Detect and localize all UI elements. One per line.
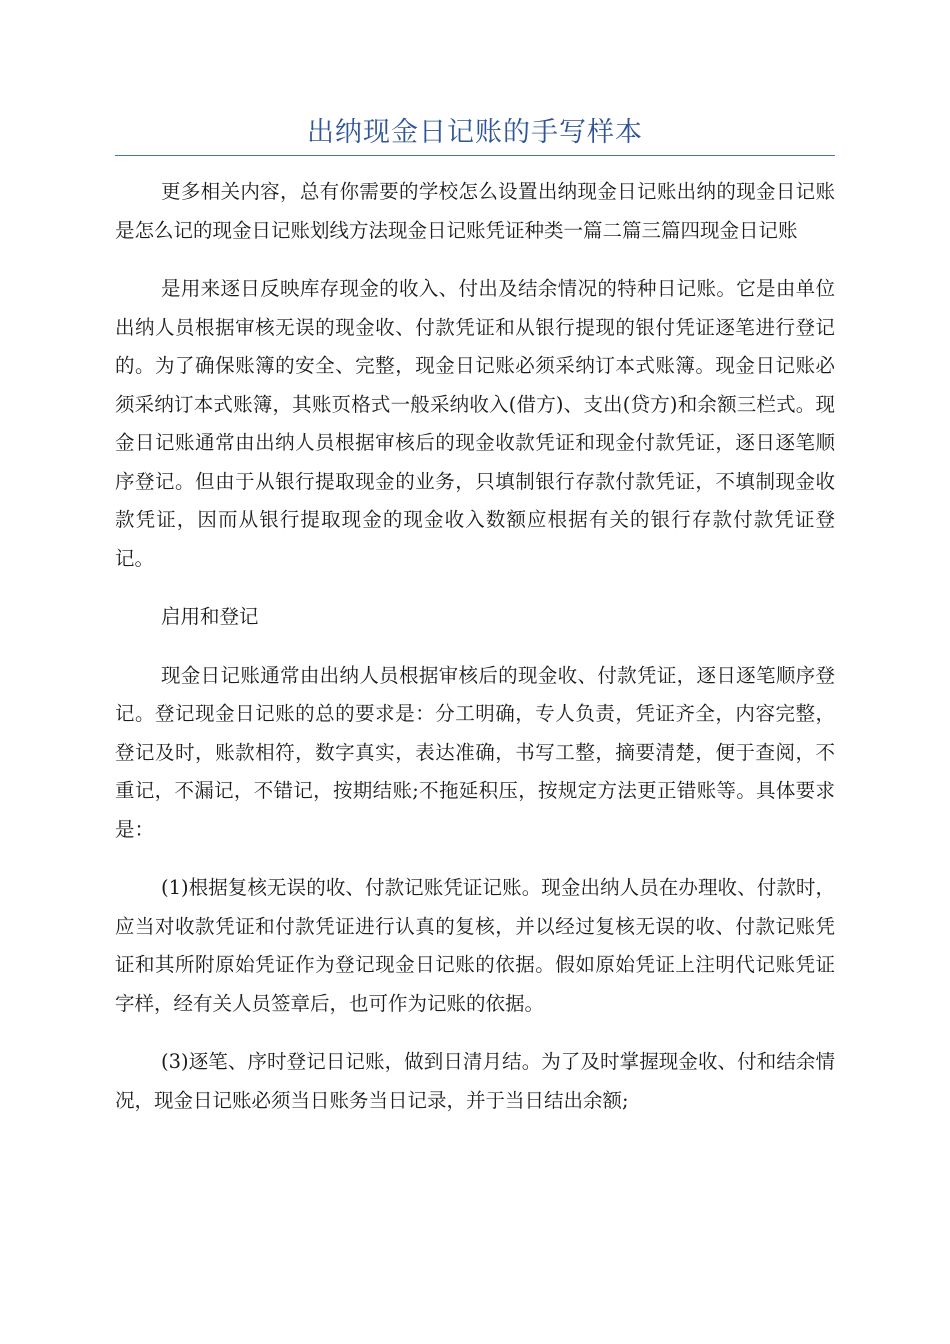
paragraph-definition: 是用来逐日反映库存现金的收入、付出及结余情况的特种日记账。它是由单位出纳人员根据审核无误的现金收、付款凭证和从银行提现的银付凭证逐笔进行登记的。为了确保账簿的安全、完整，现金日记账必须采纳订本式账簿。现金日记账必须采纳订本式账簿，其账页格式一般采纳收入(借方)、支出(贷方)和余额三栏式。现金日记账通常由出纳人员根据审核后的现金收款凭证和现金付款凭证，逐日逐笔顺序登记。但由于从银行提取现金的业务，只填制银行存款付款凭证，不填制现金收款凭证，因而从银行提取现金的现金收入数额应根据有关的银行存款付款凭证登记。 xyxy=(115,277,835,570)
paragraph-related-content: 更多相关内容，总有你需要的学校怎么设置出纳现金日记账出纳的现金日记账是怎么记的现金日记账划线方法现金日记账凭证种类一篇二篇三篇四现金日记账 xyxy=(115,180,835,242)
paragraph-item-3: (3)逐笔、序时登记日记账，做到日清月结。为了及时掌握现金收、付和结余情况，现金日记账必须当日账务当日记录，并于当日结出余额; xyxy=(115,1050,835,1112)
paragraph-spacer xyxy=(115,250,835,270)
paragraph-spacer xyxy=(115,1023,835,1043)
paragraph-general-requirements: 现金日记账通常由出纳人员根据审核后的现金收、付款凭证，逐日逐笔顺序登记。登记现金日记账的总的要求是：分工明确，专人负责，凭证齐全，内容完整，登记及时，账款相符，数字真实，表达准确，书写工整，摘要清楚，便于查阅，不重记，不漏记，不错记，按期结账;不拖延积压，按规定方法更正错账等。具体要求是： xyxy=(115,663,835,841)
paragraph-item-1: (1)根据复核无误的收、付款记账凭证记账。现金出纳人员在办理收、付款时，应当对收款凭证和付款凭证进行认真的复核，并以经过复核无误的收、付款记账凭证和其所附原始凭证作为登记现金日记账的依据。假如原始凭证上注明代记账凭证字样，经有关人员签章后，也可作为记账的依据。 xyxy=(115,876,835,1015)
section-heading-enable-and-register: 启用和登记 xyxy=(161,605,259,628)
paragraph-spacer xyxy=(115,849,835,869)
document-title: 出纳现金日记账的手写样本 xyxy=(307,117,643,148)
paragraph-spacer xyxy=(115,637,835,657)
title-underline xyxy=(115,155,835,156)
paragraph-spacer xyxy=(115,578,835,598)
document-body xyxy=(115,173,835,1120)
